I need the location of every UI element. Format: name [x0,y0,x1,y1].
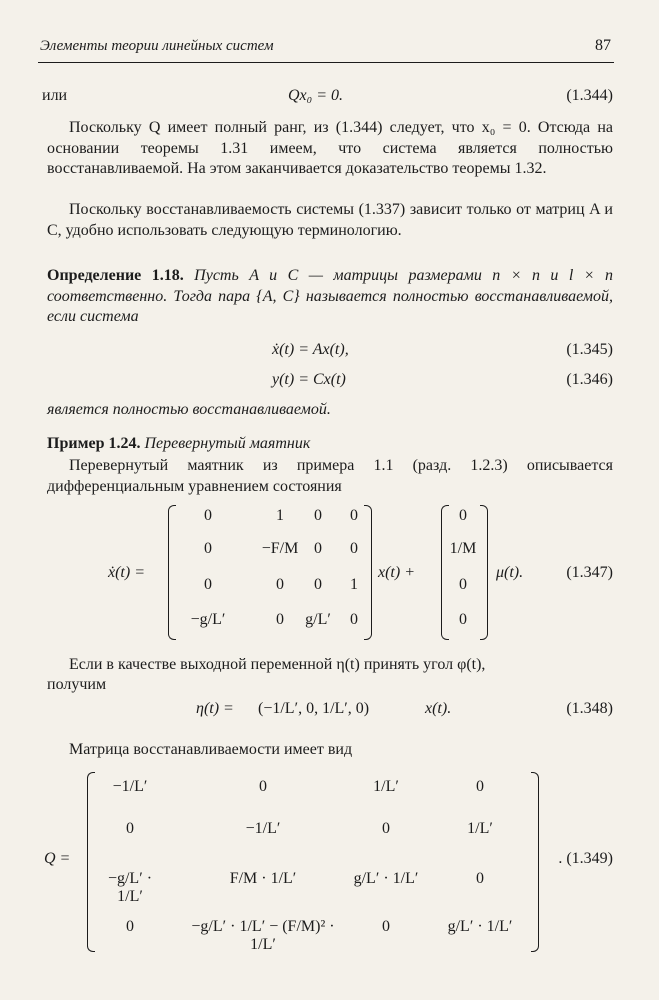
eq-1347-matrix-cell-r4-c1: −g/L′ [190,611,226,628]
eq-1347-matrix-cell-r2-c2: −F/M [261,540,299,557]
eq-1349-matrix-cell-r3-c4: 0 [476,870,484,887]
eq-1348-row: (−1/L′, 0, 1/L′, 0) [258,700,370,717]
eq-1347-mid: x(t) + [378,564,415,581]
eq-1349-matrix-cell-r4-c2: −g/L′ · 1/L′ − (F/M)² · 1/L′ [191,918,335,953]
eq-1347-matrix-cell-r3-c3: 0 [314,576,322,593]
eq-1347-matrix-cell-r2-c1: 0 [204,540,212,557]
eq-1347-vector-cell-r4-c1: 0 [459,611,467,628]
eq-1347-matrix-cell-r3-c2: 0 [276,576,284,593]
eq-1347-vector-bracket-right [480,505,488,640]
eq-1349-bracket-right [531,772,539,952]
running-header: Элементы теории линейных систем [40,38,274,54]
eq-1347-vector-cell-r1-c1: 0 [459,507,467,524]
eq-1345-body: ẋ(t) = Ax(t), [272,341,349,358]
paragraph-proof-end: Поскольку Q имеет полный ранг, из (1.344) следует, что x₀ = 0. Отсюда на основании теоремы 1.31 имеем, что система является полностью восстанавливаемой. На этом заканчивается доказательство теоремы 1.32. [47,119,613,177]
eq-1347-matrix-cell-r1-c4: 0 [350,507,358,524]
eq-1348-rhs: x(t). [425,700,452,717]
eq-1349-matrix-cell-r1-c1: −1/L′ [112,778,148,795]
eq-1346-body: y(t) = Cx(t) [272,371,346,388]
eq-1347-matrix-cell-r2-c3: 0 [314,540,322,557]
eq-1349-matrix-cell-r3-c1: −g/L′ · 1/L′ [107,870,153,905]
eq-1347-matrix-cell-r4-c4: 0 [350,611,358,628]
paragraph-pendulum: Перевернутый маятник из примера 1.1 (разд. 1.2.3) описывается дифференциальным уравнением состояния [47,457,613,495]
eq-1349-matrix-cell-r4-c4: g/L′ · 1/L′ [447,918,513,935]
eq-1349-matrix-cell-r1-c2: 0 [259,778,267,795]
definition-label: Определение 1.18. [47,267,184,284]
eq-1347-vector-cell-r3-c1: 0 [459,576,467,593]
eq-1349-matrix-cell-r4-c3: 0 [382,918,390,935]
paragraph-matrix-intro: Матрица восстанавливаемости имеет вид [69,741,353,758]
example-title: Перевернутый маятник [144,435,311,452]
eq-1349-matrix-cell-r3-c2: F/M · 1/L′ [229,870,297,887]
eq-1349-number: . (1.349) [558,850,613,867]
eq-1347-matrix-cell-r3-c4: 1 [350,576,358,593]
eq-1349-matrix-cell-r3-c3: g/L′ · 1/L′ [353,870,419,887]
eq-1347-matrix-cell-r1-c1: 0 [204,507,212,524]
eq-1347-vector-cell-r2-c1: 1/M [449,540,477,557]
paragraph-output: Если в качестве выходной переменной η(t) принять угол φ(t), [69,656,486,673]
eq-1349-matrix-cell-r2-c1: 0 [126,820,134,837]
eq-1347-matrix-cell-r3-c1: 0 [204,576,212,593]
eq-1345-number: (1.345) [566,341,613,358]
page-number: 87 [595,37,611,54]
eq-1349-matrix-cell-r2-c2: −1/L′ [245,820,281,837]
eq-1347-matrix-bracket-left [168,505,176,640]
eq-1349-matrix-cell-r1-c3: 1/L′ [373,778,399,795]
definition-1-18 [47,266,613,328]
eq-1346-number: (1.346) [566,371,613,388]
eq-1347-matrix-cell-r2-c4: 0 [350,540,358,557]
eq-1349-matrix-cell-r2-c3: 0 [382,820,390,837]
eq-1349-bracket-left [87,772,95,952]
eq-1344-prefix: или [42,87,68,104]
eq-1349-matrix-cell-r4-c1: 0 [126,918,134,935]
eq-1348-number: (1.348) [566,700,613,717]
eq-1347-matrix-cell-r4-c3: g/L′ [305,611,331,628]
paragraph-terminology: Поскольку восстанавливаемость системы (1.337) зависит только от матриц A и C, удобно использовать следующую терминологию. [47,201,613,239]
example-heading [47,435,310,453]
eq-1349-lhs: Q = [44,850,71,867]
paragraph-output-cont: получим [47,676,107,693]
example-label: Пример 1.24. [47,435,141,452]
eq-1344-body: Qx₀ = 0. [288,87,344,104]
eq-1347-rhs: μ(t). [496,564,524,581]
eq-1349-matrix-cell-r1-c4: 0 [476,778,484,795]
header-rule [38,62,614,63]
eq-1344-number: (1.344) [566,87,613,104]
eq-1347-matrix-cell-r4-c2: 0 [276,611,284,628]
eq-1349-matrix-cell-r2-c4: 1/L′ [467,820,493,837]
definition-text: Пусть A и C — матрицы размерами n × n и l × n соответственно. Тогда пара {A, C} называется полностью восстанавливаемой, если система [47,267,614,325]
eq-1347-number: (1.347) [566,564,613,581]
eq-1347-matrix-cell-r1-c2: 1 [276,507,284,524]
eq-1348-lhs: η(t) = [196,700,234,717]
eq-1347-lhs: ẋ(t) = [108,564,145,581]
definition-end: является полностью восстанавливаемой. [47,401,331,418]
eq-1347-matrix-cell-r1-c3: 0 [314,507,322,524]
